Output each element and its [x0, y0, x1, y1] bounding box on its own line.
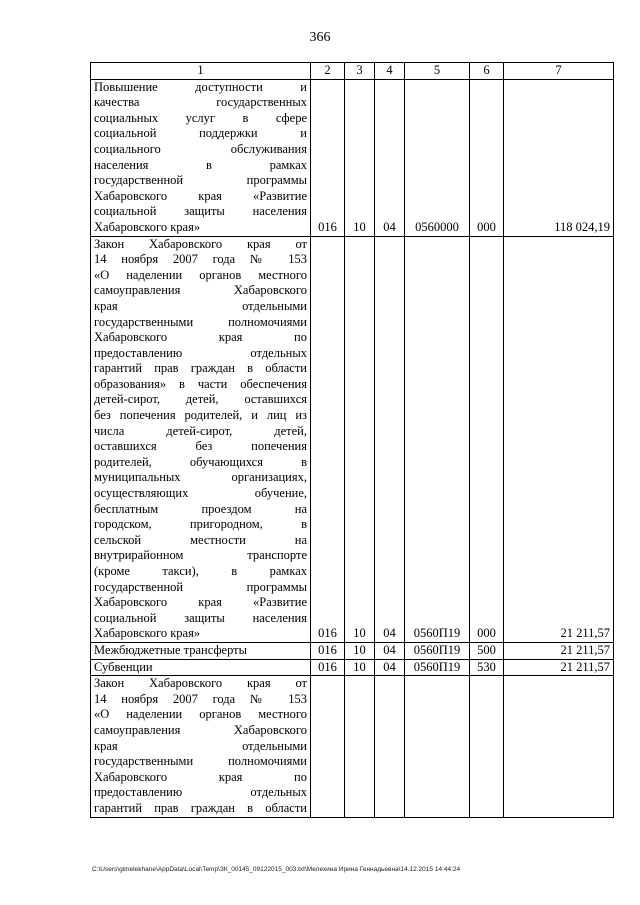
code-cell: 016: [311, 642, 345, 659]
description-line: числа детей-сирот, детей,: [94, 423, 307, 438]
description-line: Закон Хабаровского края от: [94, 236, 307, 251]
table-row: [91, 79, 614, 236]
description-line: государственными полномочиями: [94, 314, 307, 329]
description-line: Хабаровского края «Развитие: [94, 188, 307, 203]
code-cell: 10: [345, 659, 375, 676]
code-cell: 04: [375, 642, 405, 659]
table-header-row: [91, 63, 614, 80]
description-line: Хабаровского края»: [94, 626, 201, 641]
description-line: населения в рамках: [94, 157, 307, 172]
row-description: [91, 659, 311, 676]
description-line: внутрирайонном транспорте: [94, 548, 307, 563]
row-description: [91, 79, 311, 236]
amount-cell: [504, 676, 614, 817]
column-header: 7: [504, 63, 614, 80]
code-cell: [311, 676, 345, 817]
description-line: сельской местности на: [94, 532, 307, 547]
description-line: государственной программы: [94, 173, 307, 188]
code-cell: 016: [311, 659, 345, 676]
description-line: гарантий прав граждан в области: [94, 361, 307, 376]
description-line: государственной программы: [94, 579, 307, 594]
description-line: «О наделении органов местного: [94, 707, 307, 722]
description-line: (кроме такси), в рамках: [94, 564, 307, 578]
code-cell: [470, 676, 504, 817]
column-header: 1: [91, 63, 311, 80]
description-line: края отдельными: [94, 298, 307, 313]
description-line: социальной защиты населения: [94, 610, 307, 625]
table-row: [91, 676, 614, 817]
description-line: городском, пригородном, в: [94, 517, 307, 532]
code-cell: 0560П19: [405, 642, 470, 659]
description-line: государственными полномочиями: [94, 754, 307, 769]
column-header: 2: [311, 63, 345, 80]
code-cell: [345, 676, 375, 817]
code-cell: 500: [470, 642, 504, 659]
description-line: осуществляющих обучение,: [94, 486, 307, 501]
description-line: оставшихся без попечения: [94, 439, 307, 454]
code-cell: 10: [345, 79, 375, 236]
table-row: [91, 659, 614, 676]
code-cell: 0560П19: [405, 236, 470, 642]
description-line: родителей, обучающихся в: [94, 454, 307, 469]
code-cell: 016: [311, 236, 345, 642]
column-header: 5: [405, 63, 470, 80]
code-cell: 10: [345, 236, 375, 642]
description-line: социальной поддержки и: [94, 126, 307, 141]
table-row: [91, 642, 614, 659]
page-number: 366: [309, 30, 331, 45]
column-header: 6: [470, 63, 504, 80]
description-line: Закон Хабаровского края от: [94, 676, 307, 691]
description-line: бесплатным проездом на: [94, 501, 307, 516]
code-cell: [375, 676, 405, 817]
amount-cell: 21 211,57: [504, 659, 614, 676]
code-cell: 10: [345, 642, 375, 659]
description-line: 14 ноября 2007 года № 153: [94, 691, 307, 706]
row-description: [91, 642, 311, 659]
description-line: Хабаровского края по: [94, 769, 307, 784]
description-line: Субвенции: [94, 659, 153, 674]
code-cell: 04: [375, 236, 405, 642]
description-line: Хабаровского края по: [94, 330, 307, 345]
description-line: Хабаровского края «Развитие: [94, 595, 307, 610]
code-cell: 0560П19: [405, 659, 470, 676]
description-line: 14 ноября 2007 года № 153: [94, 252, 307, 267]
row-description: [91, 676, 311, 817]
row-description: [91, 236, 311, 642]
description-line: детей-сирот, детей, оставшихся: [94, 392, 307, 407]
description-line: самоуправления Хабаровского: [94, 722, 307, 737]
description-line: края отдельными: [94, 738, 307, 753]
code-cell: 016: [311, 79, 345, 236]
amount-cell: 21 211,57: [504, 642, 614, 659]
code-cell: [405, 676, 470, 817]
description-line: Межбюджетные трансферты: [94, 642, 248, 657]
description-line: предоставлению отдельных: [94, 785, 307, 800]
description-line: Хабаровского края»: [94, 219, 201, 234]
description-line: предоставлению отдельных: [94, 345, 307, 360]
description-line: Повышение доступности и: [94, 79, 307, 94]
table-row: [91, 236, 614, 642]
description-line: самоуправления Хабаровского: [94, 283, 307, 298]
code-cell: 04: [375, 79, 405, 236]
description-line: муниципальных организациях,: [94, 470, 307, 485]
amount-cell: 118 024,19: [504, 79, 614, 236]
column-header: 3: [345, 63, 375, 80]
amount-cell: 21 211,57: [504, 236, 614, 642]
description-line: социального обслуживания: [94, 141, 307, 156]
file-path-footer: C:\Users\gimelekhane\AppData\Local\Temp\ЗК_00145_09122015_003.txt\Мелехина Ирина Геннадьевна\14.12.2015 14:44:24: [92, 866, 461, 873]
description-line: образования» в части обеспечения: [94, 376, 307, 391]
code-cell: 0560000: [405, 79, 470, 236]
code-cell: 530: [470, 659, 504, 676]
description-line: «О наделении органов местного: [94, 267, 307, 282]
budget-table: [90, 62, 614, 818]
description-line: социальных услуг в сфере: [94, 110, 307, 125]
description-line: без попечения родителей, и лиц из: [94, 408, 307, 423]
description-line: качества государственных: [94, 95, 307, 110]
column-header: 4: [375, 63, 405, 80]
description-line: социальной защиты населения: [94, 204, 307, 219]
code-cell: 000: [470, 236, 504, 642]
code-cell: 04: [375, 659, 405, 676]
description-line: гарантий прав граждан в области: [94, 800, 307, 815]
code-cell: 000: [470, 79, 504, 236]
